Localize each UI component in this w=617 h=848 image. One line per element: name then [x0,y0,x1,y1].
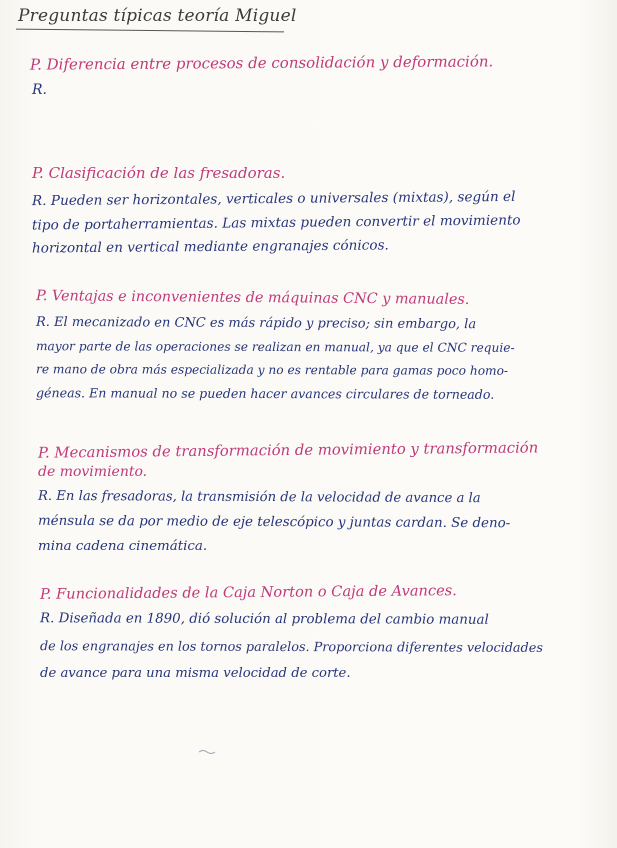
answer-3-line-3: re mano de obra más especializada y no es rentable para gamas poco homo- [35,362,509,378]
answer-5-line-3: de avance para una misma velocidad de corte. [40,666,351,681]
answer-4-line-3: mina cadena cinemática. [38,539,208,554]
question-1: P. Diferencia entre procesos de consolidación y deformación. [29,52,494,74]
page-title: Preguntas típicas teoría Miguel [18,6,297,26]
answer-2-line-2: tipo de portaherramientas. Las mixtas pueden convertir el movimiento [31,212,521,234]
question-3: P. Ventajas e inconvenientes de máquinas CNC y manuales. [35,288,470,308]
question-4-line-1: P. Mecanismos de transformación de movimiento y transformación [37,439,539,462]
answer-3-line-4: géneas. En manual no se pueden hacer avances circulares de torneado. [35,385,495,402]
answer-2-line-1: R. Pueden ser horizontales, verticales o universales (mixtas), según el [31,188,516,210]
question-4-line-2: de movimiento. [38,464,148,480]
answer-1-line-1: R. [32,82,47,98]
pen-mark [198,748,216,756]
answer-3-line-1: R. El mecanizado en CNC es más rápido y preciso; sin embargo, la [35,314,477,333]
answer-5-line-1: R. Diseñada en 1890, dió solución al problema del cambio manual [39,611,489,628]
question-2: P. Clasificación de las fresadoras. [32,164,286,182]
answer-4-line-1: R. En las fresadoras, la transmisión de la velocidad de avance a la [37,488,481,507]
answer-5-line-2: de los engranajes en los tornos paralelos. Proporciona diferentes velocidades [39,639,543,656]
answer-2-line-3: horizontal en vertical mediante engranajes cónicos. [31,237,389,257]
answer-4-line-2: ménsula se da por medio de eje telescópico y juntas cardan. Se deno- [37,513,511,532]
question-5: P. Funcionalidades de la Caja Norton o Caja de Avances. [39,582,457,603]
answer-3-line-2: mayor parte de las operaciones se realizan en manual, ya que el CNC requie- [35,339,515,355]
